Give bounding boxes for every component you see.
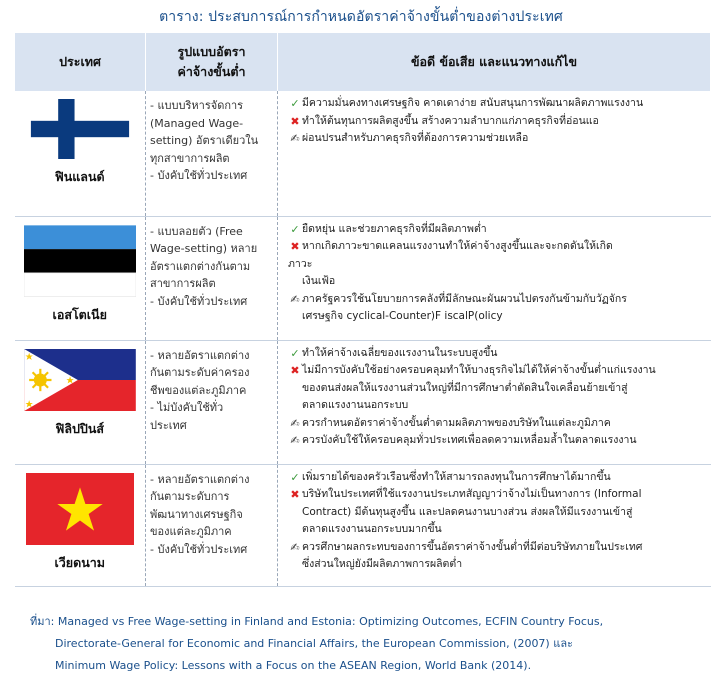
model-cell xyxy=(146,91,278,216)
point-text: ทำให้ต้นทุนการผลิตสูงขึ้น สร้างความลำบากแก่ภาคธุรกิจที่อ่อนแอ xyxy=(302,114,599,127)
pro-point xyxy=(288,95,707,113)
assessment-cell xyxy=(278,91,711,216)
country-cell xyxy=(15,340,146,464)
header-model-line1: รูปแบบอัตรา xyxy=(177,44,246,59)
model-line: (Managed Wage- xyxy=(150,116,244,130)
model-line: - ไม่บังคับใช้ทั่ว xyxy=(150,401,224,414)
source-line: Minimum Wage Policy: Lessons with a Focus on the ASEAN Region, World Bank (2014). xyxy=(55,659,532,672)
con-point xyxy=(288,486,707,539)
header-model xyxy=(146,33,278,91)
suggestion-point xyxy=(288,432,707,450)
country-name: เวียดนาม xyxy=(54,554,106,570)
point-text: เงินเฟ้อ xyxy=(302,275,336,287)
country-cell xyxy=(15,216,146,340)
model-line: กันตามระดับการ xyxy=(150,490,230,503)
model-cell xyxy=(146,216,278,340)
point-text: เพิ่มรายได้ของครัวเรือนซึ่งทำให้สามารถลงทุนในการศึกษาได้มากขึ้น xyxy=(302,470,611,483)
assessment-cell xyxy=(278,464,711,586)
cross-icon: ✖ xyxy=(290,240,300,253)
header-country: ประเทศ xyxy=(15,33,146,91)
suggestion-point xyxy=(288,130,707,148)
page-title: ตาราง: ประสบการณ์การกำหนดอัตราค่าจ้างขั้นต่ำของต่างประเทศ xyxy=(159,9,563,25)
model-line: ประเทศ xyxy=(150,418,187,432)
point-text: ควรกำหนดอัตราค่าจ้างขั้นต่ำตามผลิตภาพของบริษัทในแต่ละภูมิภาค xyxy=(302,416,611,429)
model-line: - บังคับใช้ทั่วประเทศ xyxy=(150,294,248,308)
model-cell xyxy=(146,464,278,586)
check-icon: ✓ xyxy=(290,346,300,360)
model-line: setting) อัตราเดียวใน xyxy=(150,134,259,147)
country-name: ฟินแลนด์ xyxy=(54,169,105,184)
model-line: - หลายอัตราแตกต่าง xyxy=(150,348,250,362)
model-cell xyxy=(146,340,278,464)
pencil-icon: ✍ xyxy=(290,292,300,306)
con-point xyxy=(288,362,707,415)
pro-point xyxy=(288,469,707,487)
point-text: หากเกิดภาวะขาดแคลนแรงงานทำให้ค่าจ้างสูงขึ้นและจะกดดันให้เกิด xyxy=(302,240,613,252)
model-line: - บังคับใช้ทั่วประเทศ xyxy=(150,169,248,182)
point-text: ภาวะ xyxy=(288,257,313,270)
finland-flag xyxy=(24,99,136,159)
model-line: สาขาการผลิต xyxy=(150,277,216,290)
con-point xyxy=(288,113,707,131)
pencil-icon: ✍ xyxy=(290,132,300,145)
model-line: ทุกสาขาการผลิต xyxy=(150,151,230,165)
model-line: Wage-setting) หลาย xyxy=(150,242,258,255)
cross-icon: ✖ xyxy=(290,364,300,377)
point-text: บริษัทในประเทศที่ใช้แรงงานประเภทสัญญาว่าจ้างไม่เป็นทางการ (Informal xyxy=(302,488,642,500)
source-line: Directorate-General for Economic and Financial Affairs, the European Commission, (2007) และ xyxy=(55,637,573,650)
pro-point xyxy=(288,345,707,363)
model-line: กันตามระดับค่าครอง xyxy=(150,366,250,379)
con-point xyxy=(288,238,707,291)
model-line: ของแต่ละภูมิภาค xyxy=(150,525,232,538)
header-model-line2: ค่าจ้างขั้นต่ำ xyxy=(177,64,246,79)
point-text: ภาครัฐควรใช้นโยบายการคลังที่มีลักษณะผันผวนไปตรงกันข้ามกับวัฏจักร xyxy=(302,292,627,305)
model-line: - แบบลอยตัว (Free xyxy=(150,224,243,238)
table-row xyxy=(15,340,711,464)
assessment-cell xyxy=(278,216,711,340)
philippines-flag xyxy=(24,349,136,411)
country-cell xyxy=(15,91,146,216)
vietnam-flag xyxy=(24,473,136,545)
point-text: ตลาดแรงงานนอกระบบมากขึ้น xyxy=(302,523,442,535)
point-text: ซึ่งส่วนใหญ่ยังมีผลิตภาพการผลิตต่ำ xyxy=(302,558,463,570)
model-line: - บังคับใช้ทั่วประเทศ xyxy=(150,542,248,556)
country-cell xyxy=(15,464,146,586)
table-row xyxy=(15,216,711,340)
suggestion-point xyxy=(288,291,707,326)
table-row xyxy=(15,464,711,586)
check-icon: ✓ xyxy=(290,97,300,110)
point-text: Contract) มีต้นทุนสูงขึ้น และปลดคนงานบางส่วน ส่งผลให้มีแรงงานเข้าสู่ xyxy=(302,505,633,518)
wage-table xyxy=(14,33,711,587)
model-line: - แบบบริหารจัดการ xyxy=(150,99,244,112)
point-text: ควรบังคับใช้ให้ครอบคลุมทั่วประเทศเพื่อลดความเหลื่อมล้ำในตลาดแรงงาน xyxy=(302,434,637,446)
suggestion-point xyxy=(288,539,707,574)
pro-point xyxy=(288,221,707,239)
point-text: มีความมั่นคงทางเศรษฐกิจ คาดเดาง่าย สนับสนุนการพัฒนาผลิตภาพแรงงาน xyxy=(302,97,644,109)
suggestion-point xyxy=(288,415,707,433)
model-line: อัตราแตกต่างกันตาม xyxy=(150,259,251,273)
source-note xyxy=(30,611,710,677)
estonia-flag xyxy=(24,225,136,297)
point-text: ผ่อนปรนสำหรับภาคธุรกิจที่ต้องการความช่วยเหลือ xyxy=(302,132,529,144)
pencil-icon: ✍ xyxy=(290,416,300,430)
cross-icon: ✖ xyxy=(290,488,300,501)
country-name: ฟิลิปปินส์ xyxy=(55,420,105,436)
country-name: เอสโตเนีย xyxy=(52,306,107,322)
assessment-cell xyxy=(278,340,711,464)
point-text: ควรศึกษาผลกระทบของการขึ้นอัตราค่าจ้างขั้นต่ำที่มีต่อบริษัทภายในประเทศ xyxy=(302,540,643,553)
point-text: ไม่มีการบังคับใช้อย่างครอบคลุมทำให้บางธุรกิจไม่ได้ให้ค่าจ้างขั้นต่ำแก่แรงงาน xyxy=(302,364,656,376)
point-text: ทำให้ค่าจ้างเฉลี่ยของแรงงานในระบบสูงขึ้น xyxy=(302,346,498,359)
pencil-icon: ✍ xyxy=(290,434,300,447)
model-line: ชีพของแต่ละภูมิภาค xyxy=(150,383,247,397)
table-header-row xyxy=(15,33,711,91)
point-text: ตลาดแรงงานนอกระบบ xyxy=(302,399,409,411)
check-icon: ✓ xyxy=(290,222,300,236)
cross-icon: ✖ xyxy=(290,114,300,128)
point-text: เศรษฐกิจ cyclical-Counter)F iscalP(olicy xyxy=(302,310,503,322)
table-row xyxy=(15,91,711,216)
pencil-icon: ✍ xyxy=(290,540,300,554)
point-text: ยืดหยุ่น และช่วยภาคธุรกิจที่มีผลิตภาพต่ำ xyxy=(302,222,487,235)
source-line: ที่มา: Managed vs Free Wage-setting in Finland and Estonia: Optimizing Outcomes, ECFIN Country Focus, xyxy=(30,615,604,628)
point-text: ของตนส่งผลให้แรงงานส่วนใหญ่ที่มีการศึกษาต่ำตัดสินใจเคลื่อนย้ายเข้าสู่ xyxy=(302,381,628,394)
check-icon: ✓ xyxy=(290,470,300,484)
model-line: - หลายอัตราแตกต่าง xyxy=(150,472,250,486)
model-line: พัฒนาทางเศรษฐกิจ xyxy=(150,507,243,521)
header-assessment: ข้อดี ข้อเสีย และแนวทางแก้ไข xyxy=(278,33,711,91)
